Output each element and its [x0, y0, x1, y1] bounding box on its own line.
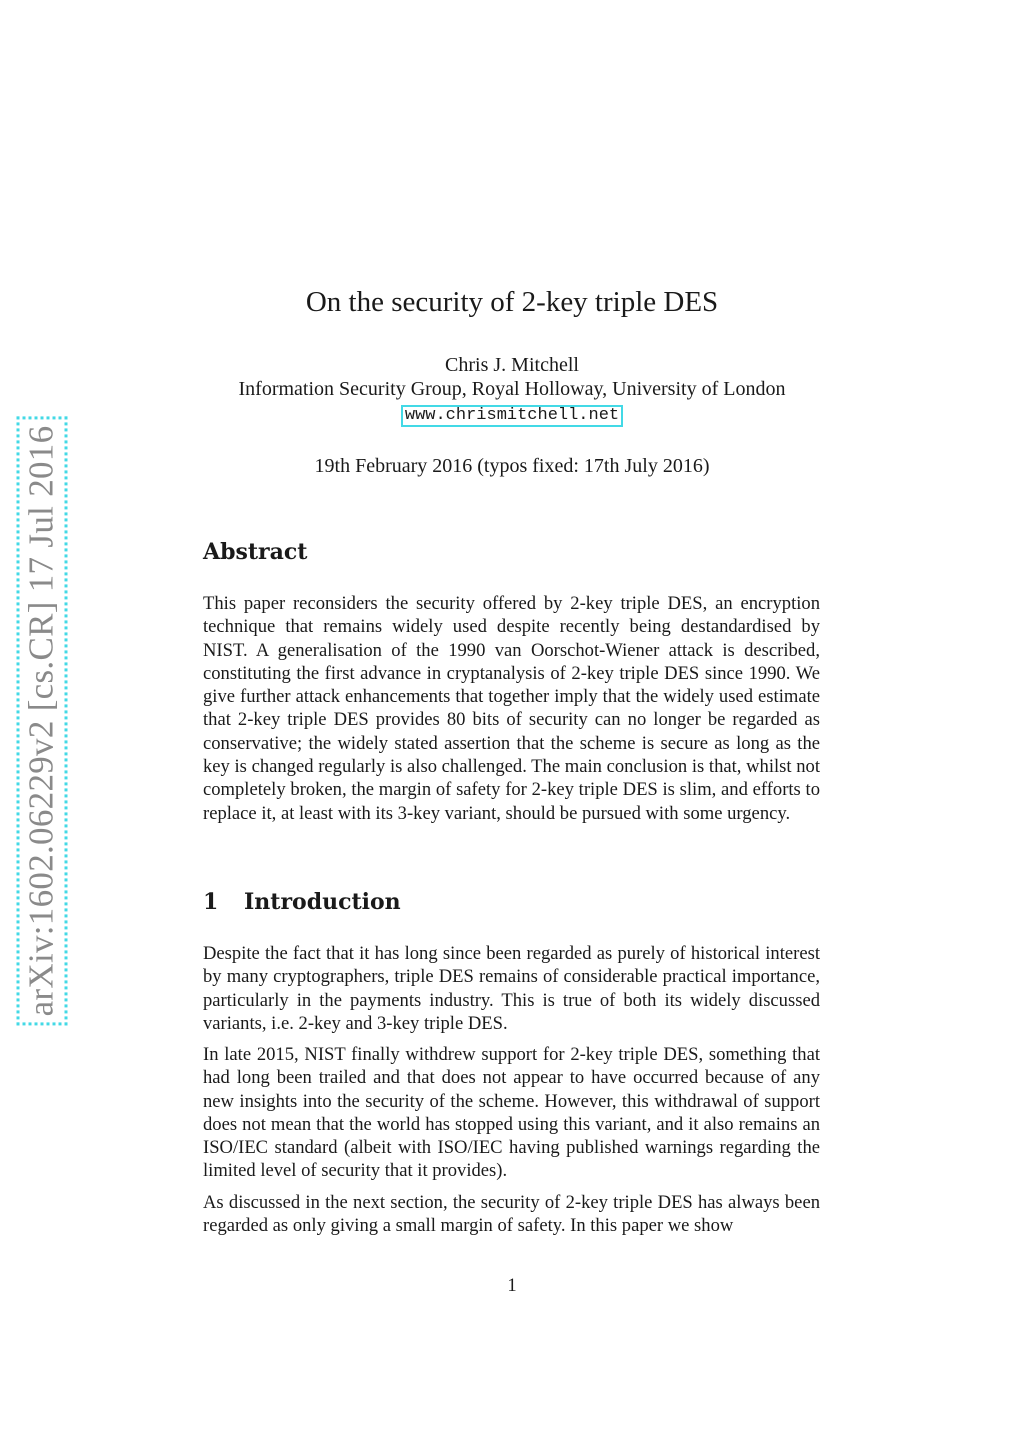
paper-date: 19th February 2016 (typos fixed: 17th July 2016): [314, 455, 710, 477]
introduction-paragraph: In late 2015, NIST finally withdrew support for 2-key triple DES, something that had long been trailed and that does not appear to have occurred because of any new insights into the security of the scheme. However, this withdrawal of support does not mean that the world has stopped using this variant, and it also remains an ISO/IEC standard (albeit with ISO/IEC having published warnings regarding the limited level of security that it provides).: [203, 1044, 820, 1182]
abstract-text: This paper reconsiders the security offered by 2-key triple DES, an encryption technique that remains widely used despite recently being destandardised by NIST. A generalisation of the 1990 van Oorschot-Wiener attack is described, constituting the first advance in cryptanalysis of 2-key triple DES since 1990. We give further attack enhancements that together imply that the widely used estimate that 2-key triple DES provides 80 bits of security can no longer be regarded as conservative; the widely stated assertion that the scheme is secure as long as the key is changed regularly is also challenged. The main conclusion is that, whilst not completely broken, the margin of safety for 2-key triple DES is slim, and efforts to replace it, at least with its 3-key variant, should be pursued with some urgency.: [203, 593, 820, 824]
arxiv-sidebar: [18, 423, 66, 1018]
introduction-heading: [203, 888, 401, 916]
author-name: Chris J. Mitchell: [445, 354, 579, 376]
page-number: 1: [507, 1275, 517, 1296]
abstract-heading: Abstract: [203, 539, 308, 565]
paper-title: On the security of 2-key triple DES: [305, 286, 719, 318]
arxiv-identifier-link[interactable]: arXiv:1602.06229v2 [cs.CR] 17 Jul 2016: [17, 416, 68, 1025]
author-website-link[interactable]: www.chrismitchell.net: [401, 405, 623, 427]
section-title: Introduction: [244, 889, 401, 915]
introduction-paragraph: As discussed in the next section, the security of 2-key triple DES has always been regarded as only giving a small margin of safety. In this paper we show: [203, 1192, 820, 1237]
introduction-paragraph: Despite the fact that it has long since been regarded as purely of historical interest by many cryptographers, triple DES remains of considerable practical importance, particularly in the payments industry. This is true of both its widely discussed variants, i.e. 2-key and 3-key triple DES.: [203, 943, 820, 1034]
author-block: [0, 353, 1024, 427]
section-number: 1: [203, 889, 219, 915]
author-affiliation: Information Security Group, Royal Holloway, University of London: [238, 378, 786, 400]
